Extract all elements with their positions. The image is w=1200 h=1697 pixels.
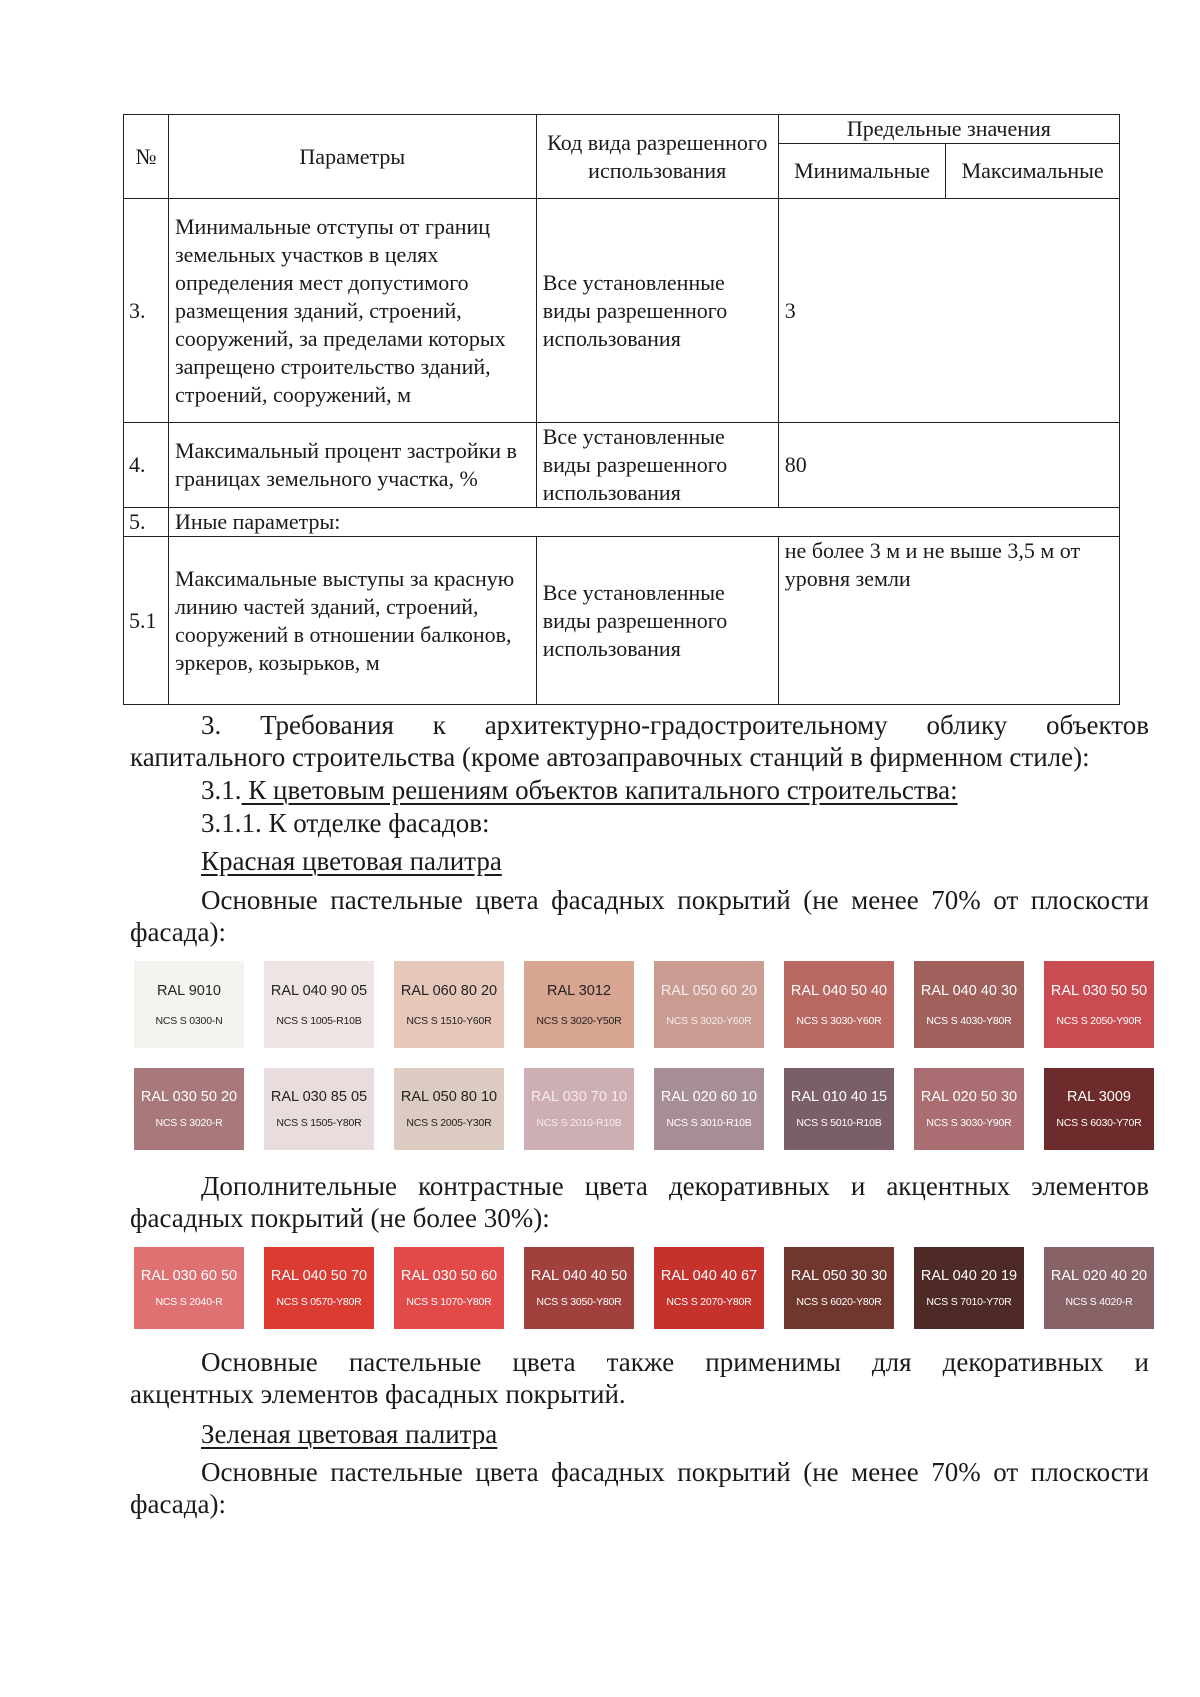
section-3-1-1-heading: 3.1.1. К отделке фасадов: (201, 808, 490, 838)
ncs-code: NCS S 4020-R (1065, 1296, 1133, 1308)
color-swatch (784, 1068, 894, 1150)
color-swatch (654, 961, 764, 1048)
color-swatch (1044, 961, 1154, 1048)
ral-code: RAL 040 90 05 (270, 982, 368, 999)
main-colors-line2: фасада): (130, 917, 226, 947)
ncs-code: NCS S 3020-Y50R (536, 1014, 622, 1027)
row-parameter: Максимальные выступы за красную линию частей зданий, строений, сооружений в отношении балконов, эркеров, козырьков, м (168, 537, 536, 705)
section-3-1-heading: 3.1. К цветовым решениям объектов капитального строительства: (201, 775, 958, 805)
color-swatch (264, 961, 374, 1048)
row-value: 80 (778, 423, 1119, 508)
ncs-code: NCS S 2050-Y90R (1056, 1014, 1142, 1027)
color-swatch (134, 961, 244, 1048)
ncs-code: NCS S 3030-Y60R (796, 1014, 882, 1027)
color-swatch (394, 1068, 504, 1150)
also-applicable-line2: акцентных элементов фасадных покрытий. (130, 1379, 626, 1409)
ral-code: RAL 3012 (547, 982, 611, 999)
color-swatch (394, 1247, 504, 1329)
color-swatch (264, 1068, 374, 1150)
color-swatch (784, 961, 894, 1048)
row-parameter: Максимальный процент застройки в границах земельного участка, % (168, 423, 536, 508)
color-swatch (524, 1247, 634, 1329)
ral-code: RAL 040 40 30 (920, 982, 1018, 999)
row-parameter: Минимальные отступы от границ земельных участков в целях определения мест допустимого размещения зданий, строений, сооружений, за пределами которых запрещено строительство зданий, строений, сооружений, м (168, 199, 536, 423)
accent-colors-swatches (134, 1247, 1154, 1329)
ncs-code: NCS S 4030-Y80R (926, 1014, 1012, 1027)
requirements-heading-line2: капитального строительства (кроме автозаправочных станций в фирменном стиле): (130, 742, 1090, 772)
ncs-code: NCS S 1505-Y80R (276, 1117, 362, 1129)
color-swatch (264, 1247, 374, 1329)
ral-code: RAL 040 40 50 (530, 1268, 628, 1284)
ncs-code: NCS S 3010-R10B (666, 1117, 752, 1129)
extra-colors-line2: фасадных покрытий (не более 30%): (130, 1203, 550, 1233)
ncs-code: NCS S 1005-R10B (276, 1014, 362, 1027)
ncs-code: NCS S 0300-N (155, 1014, 223, 1027)
main-colors-swatches-row2 (134, 1068, 1154, 1150)
row-use-code: Все установленные виды разрешенного использования (536, 199, 778, 423)
table-row (124, 508, 1120, 537)
color-swatch (784, 1247, 894, 1329)
row-use-code: Все установленные виды разрешенного использования (536, 423, 778, 508)
extra-colors-line1: Дополнительные контрастные цвета декоративных и акцентных элементов (201, 1171, 1149, 1201)
header-parameters: Параметры (168, 115, 536, 199)
ral-code: RAL 020 60 10 (660, 1089, 758, 1105)
color-swatch (394, 961, 504, 1048)
header-max: Максимальные (946, 144, 1120, 199)
ncs-code: NCS S 1510-Y60R (406, 1014, 492, 1027)
ral-code: RAL 020 50 30 (920, 1089, 1018, 1105)
header-number: № (124, 115, 169, 199)
ral-code: RAL 060 80 20 (400, 982, 498, 999)
ral-code: RAL 030 50 60 (400, 1268, 498, 1284)
row-number: 5.1 (124, 537, 169, 705)
ncs-code: NCS S 0570-Y80R (276, 1296, 362, 1308)
ral-code: RAL 050 80 10 (400, 1089, 498, 1105)
ncs-code: NCS S 6020-Y80R (796, 1296, 882, 1308)
ral-code: RAL 030 70 10 (530, 1089, 628, 1105)
ncs-code: NCS S 2040-R (155, 1296, 223, 1308)
color-swatch (914, 961, 1024, 1048)
ral-code: RAL 030 85 05 (270, 1089, 368, 1105)
ral-code: RAL 020 40 20 (1050, 1268, 1148, 1284)
section-3-1-title: К цветовым решениям объектов капитального строительства: (241, 775, 958, 805)
requirements-heading-line1: 3. Требования к архитектурно-градостроительному облику объектов (201, 710, 1149, 740)
row-value: 3 (778, 199, 1119, 423)
color-swatch (914, 1247, 1024, 1329)
ncs-code: NCS S 7010-Y70R (926, 1296, 1012, 1308)
row-number: 5. (124, 508, 169, 537)
also-applicable-line1: Основные пастельные цвета также применимы для декоративных и (201, 1347, 1149, 1377)
ral-code: RAL 010 40 15 (790, 1089, 888, 1105)
row-value: не более 3 м и не выше 3,5 м от уровня земли (778, 537, 1119, 705)
parameters-table (123, 114, 1120, 705)
ral-code: RAL 040 50 40 (790, 982, 888, 999)
ral-code: RAL 050 30 30 (790, 1268, 888, 1284)
color-swatch (134, 1068, 244, 1150)
ncs-code: NCS S 2005-Y30R (406, 1117, 492, 1129)
color-swatch (1044, 1068, 1154, 1150)
color-swatch (914, 1068, 1024, 1150)
color-swatch (524, 1068, 634, 1150)
row-parameter: Иные параметры: (168, 508, 1119, 537)
ral-code: RAL 030 50 50 (1050, 982, 1148, 999)
ral-code: RAL 030 50 20 (140, 1089, 238, 1105)
header-min: Минимальные (778, 144, 946, 199)
table-row (124, 199, 1120, 423)
red-palette-heading: Красная цветовая палитра (201, 846, 502, 876)
ncs-code: NCS S 3030-Y90R (926, 1117, 1012, 1129)
ncs-code: NCS S 3020-Y60R (666, 1014, 752, 1027)
ncs-code: NCS S 2070-Y80R (666, 1296, 752, 1308)
header-limit-values: Предельные значения (778, 115, 1119, 144)
ral-code: RAL 040 40 67 (660, 1268, 758, 1284)
ncs-code: NCS S 6030-Y70R (1056, 1117, 1142, 1129)
color-swatch (134, 1247, 244, 1329)
header-use-code: Код вида разрешенного использования (536, 115, 778, 199)
ral-code: RAL 040 50 70 (270, 1268, 368, 1284)
row-use-code: Все установленные виды разрешенного использования (536, 537, 778, 705)
green-palette-heading: Зеленая цветовая палитра (201, 1419, 498, 1449)
row-number: 4. (124, 423, 169, 508)
ral-code: RAL 050 60 20 (660, 982, 758, 999)
table-header-row (124, 115, 1120, 144)
main-colors-line1: Основные пастельные цвета фасадных покрытий (не менее 70% от плоскости (201, 885, 1149, 915)
ral-code: RAL 030 60 50 (140, 1268, 238, 1284)
ral-code: RAL 9010 (157, 982, 221, 999)
color-swatch (654, 1247, 764, 1329)
main-colors-swatches-row1 (134, 961, 1154, 1048)
ncs-code: NCS S 2010-R10B (536, 1117, 622, 1129)
color-swatch (654, 1068, 764, 1150)
ncs-code: NCS S 3050-Y80R (536, 1296, 622, 1308)
ncs-code: NCS S 3020-R (155, 1117, 223, 1129)
table-row (124, 537, 1120, 705)
green-main-colors-line1: Основные пастельные цвета фасадных покрытий (не менее 70% от плоскости (201, 1457, 1149, 1487)
row-number: 3. (124, 199, 169, 423)
ral-code: RAL 040 20 19 (920, 1268, 1018, 1284)
ral-code: RAL 3009 (1067, 1089, 1131, 1105)
ncs-code: NCS S 5010-R10B (796, 1117, 882, 1129)
color-swatch (1044, 1247, 1154, 1329)
table-row (124, 423, 1120, 508)
color-swatch (524, 961, 634, 1048)
green-main-colors-line2: фасада): (130, 1489, 226, 1519)
ncs-code: NCS S 1070-Y80R (406, 1296, 492, 1308)
